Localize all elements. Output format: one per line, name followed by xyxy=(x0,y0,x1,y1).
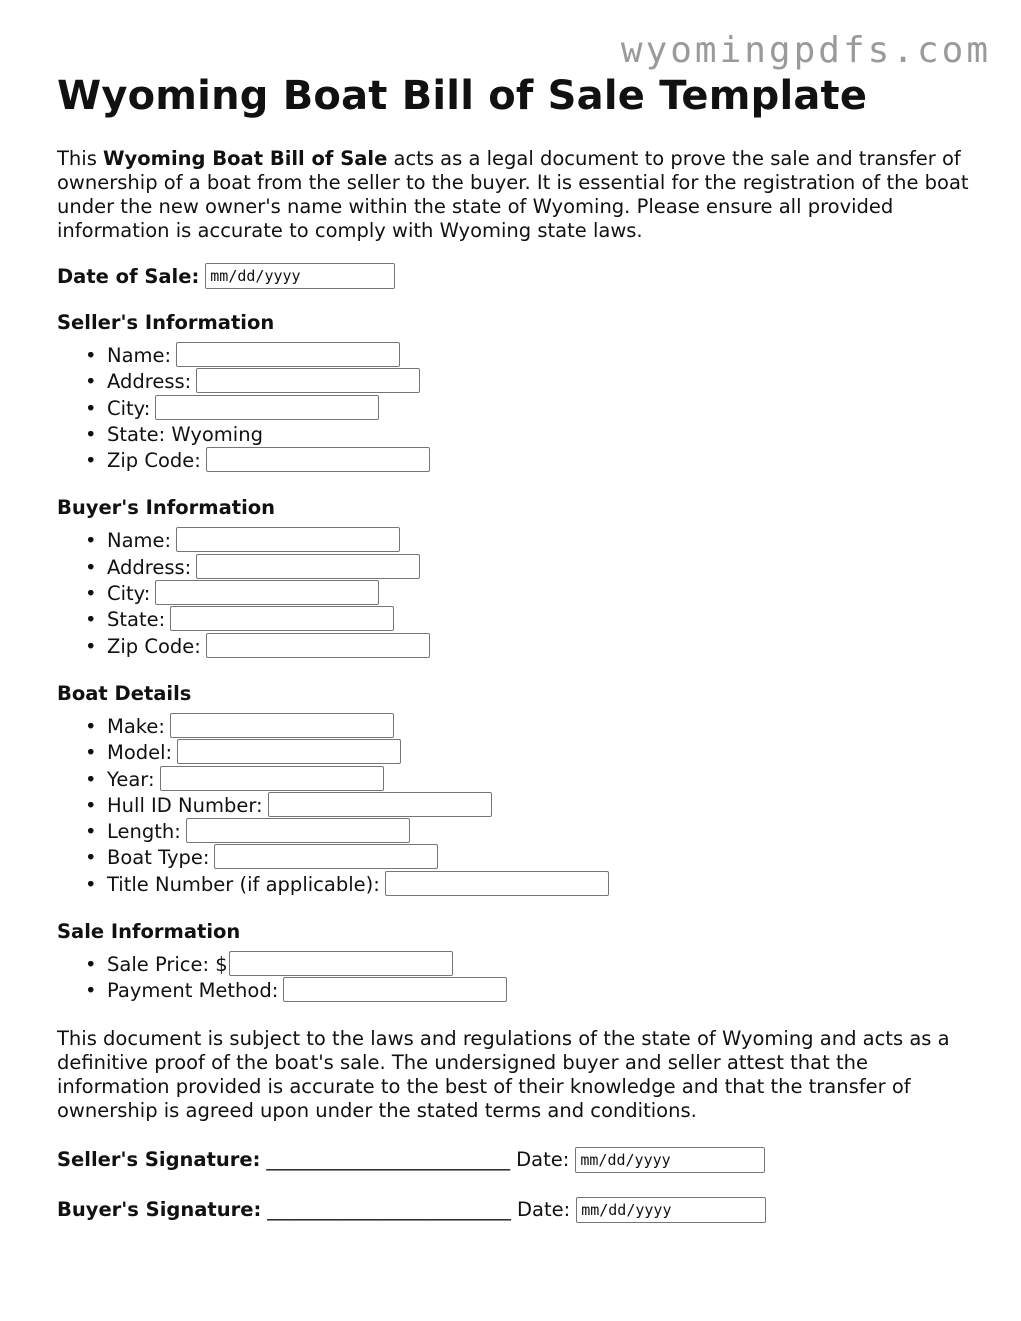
document-page xyxy=(57,72,977,1225)
buyer-heading: Buyer's Information xyxy=(57,496,276,520)
buyer-signature-label: Buyer's Signature: xyxy=(57,1198,262,1222)
seller-signature-row xyxy=(57,1145,977,1175)
boat-make-label: Make: xyxy=(107,714,165,738)
seller-address-label: Address: xyxy=(107,370,192,394)
list-item xyxy=(107,819,977,845)
seller-heading: Seller's Information xyxy=(57,311,275,334)
list-item xyxy=(107,343,977,369)
boat-year-label: Year: xyxy=(107,767,155,791)
buyer-address-label: Address: xyxy=(107,555,192,579)
seller-city-field[interactable] xyxy=(155,395,379,420)
intro-prefix: This xyxy=(57,147,104,170)
buyer-signature-row xyxy=(57,1195,977,1225)
list-item xyxy=(107,740,977,766)
buyer-address-field[interactable] xyxy=(196,554,420,579)
watermark: wyomingpdfs.com xyxy=(620,30,991,71)
boat-model-label: Model: xyxy=(107,741,173,765)
boat-heading: Boat Details xyxy=(57,681,192,705)
list-item xyxy=(107,607,977,633)
buyer-section xyxy=(57,496,977,659)
list-item xyxy=(107,396,977,422)
boat-title-field[interactable] xyxy=(385,871,609,896)
seller-date-input[interactable]: mm/dd/yyyy xyxy=(575,1147,765,1173)
boat-hull-label: Hull ID Number: xyxy=(107,793,263,817)
seller-name-field[interactable] xyxy=(176,342,400,367)
intro-paragraph xyxy=(57,147,977,243)
payment-method-field[interactable] xyxy=(283,977,507,1002)
buyer-zip-field[interactable] xyxy=(206,633,430,658)
intro-suffix: acts as a legal document to prove the sale and transfer of ownership of a boat from the seller to the buyer. It is essential for the registration of the boat under the new owner's name within the state of Wyoming. Please ensure all provided information is accurate to comply with Wyoming state laws. xyxy=(57,147,969,242)
list-item xyxy=(107,952,977,978)
seller-name-label: Name: xyxy=(107,344,172,367)
list-item xyxy=(107,555,977,581)
boat-section xyxy=(57,682,977,898)
page-title: Wyoming Boat Bill of Sale Template xyxy=(57,73,868,119)
list-item xyxy=(107,845,977,871)
date-of-sale-row xyxy=(57,263,977,289)
seller-zip-field[interactable] xyxy=(206,447,430,472)
intro-bold: Wyoming Boat Bill of Sale xyxy=(103,147,388,170)
boat-make-field[interactable] xyxy=(170,713,394,738)
seller-city-label: City: xyxy=(107,396,151,420)
buyer-state-field[interactable] xyxy=(170,606,394,631)
boat-length-field[interactable] xyxy=(186,818,410,843)
buyer-state-label: State: xyxy=(107,608,166,632)
closing-paragraph: This document is subject to the laws and regulations of the state of Wyoming and acts as a definitive proof of the boat's sale. The undersigned buyer and seller attest that the information provided is accurate to the best of their knowledge and that the transfer of ownership is agreed upon under the stated terms and conditions. xyxy=(57,1026,950,1122)
list-item xyxy=(107,872,977,898)
buyer-list xyxy=(57,528,977,659)
seller-address-field[interactable] xyxy=(196,368,420,393)
sale-heading: Sale Information xyxy=(57,920,241,944)
seller-zip-label: Zip Code: xyxy=(107,449,201,473)
buyer-name-label: Name: xyxy=(107,529,172,553)
buyer-name-field[interactable] xyxy=(176,527,400,552)
boat-year-field[interactable] xyxy=(160,766,384,791)
list-item xyxy=(107,369,977,395)
list-item xyxy=(107,767,977,793)
boat-list xyxy=(57,714,977,898)
list-item xyxy=(107,422,977,448)
buyer-city-field[interactable] xyxy=(155,580,379,605)
buyer-date-input[interactable]: mm/dd/yyyy xyxy=(576,1197,766,1223)
seller-state-label: State: Wyoming xyxy=(107,422,263,446)
list-item xyxy=(107,793,977,819)
list-item xyxy=(107,634,977,660)
buyer-signature-line[interactable]: _________________________ xyxy=(267,1198,511,1222)
seller-signature-line[interactable]: _________________________ xyxy=(266,1148,511,1172)
boat-title-label: Title Number (if applicable): xyxy=(107,872,380,896)
buyer-zip-label: Zip Code: xyxy=(107,634,201,658)
seller-signature-label: Seller's Signature: xyxy=(57,1148,261,1172)
list-item xyxy=(107,448,977,474)
boat-length-label: Length: xyxy=(107,820,181,844)
boat-type-label: Boat Type: xyxy=(107,846,210,870)
date-of-sale-label: Date of Sale: xyxy=(57,264,200,288)
sale-section xyxy=(57,920,977,1005)
list-item xyxy=(107,581,977,607)
seller-section xyxy=(57,311,977,474)
list-item xyxy=(107,978,977,1004)
boat-hull-field[interactable] xyxy=(268,792,492,817)
buyer-city-label: City: xyxy=(107,582,151,606)
sale-list xyxy=(57,952,977,1005)
sale-price-label: Sale Price: $ xyxy=(107,953,228,977)
sale-price-field[interactable] xyxy=(229,951,453,976)
list-item xyxy=(107,714,977,740)
payment-method-label: Payment Method: xyxy=(107,979,279,1003)
boat-model-field[interactable] xyxy=(177,739,401,764)
list-item xyxy=(107,528,977,554)
seller-date-label: Date: xyxy=(516,1148,570,1172)
date-of-sale-input[interactable]: mm/dd/yyyy xyxy=(205,263,395,289)
buyer-date-label: Date: xyxy=(517,1198,571,1222)
seller-list xyxy=(57,343,977,474)
boat-type-field[interactable] xyxy=(214,844,438,869)
